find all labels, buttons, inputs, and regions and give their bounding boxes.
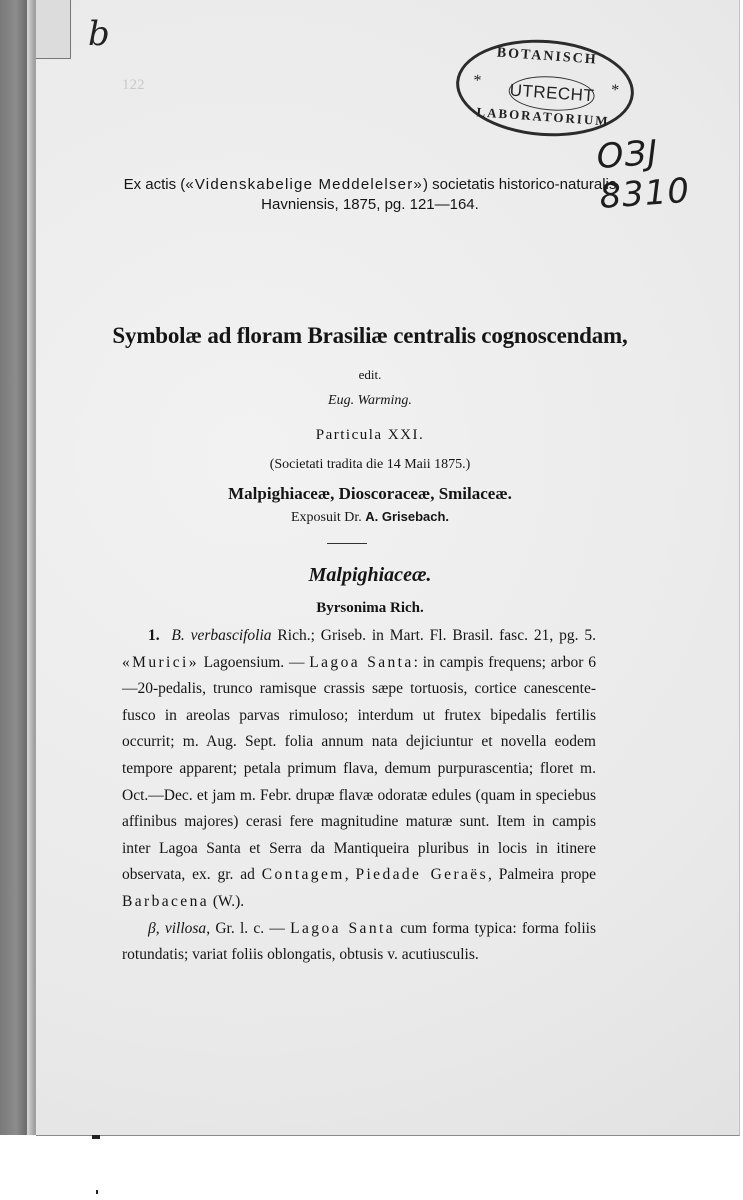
- handwritten-corner-mark: b: [88, 14, 110, 54]
- scan-artifact: [92, 1135, 100, 1139]
- document-title: Symbolæ ad floram Brasiliæ centralis cognoscendam,: [112, 323, 628, 348]
- scan-artifact: [96, 1190, 98, 1194]
- offprint-note-line1: Ex actis («Videnskabelige Meddelelser») societatis historico-naturalis: [123, 176, 617, 193]
- variety-name: β, villosa: [148, 919, 207, 937]
- star-icon: *: [610, 81, 620, 100]
- part-number: Particula XXI.: [315, 427, 425, 443]
- section-divider: [327, 543, 367, 544]
- stamp-center-text: UTRECHT: [508, 74, 596, 114]
- journal-name: «Videnskabelige Meddelelser»: [185, 176, 423, 193]
- species-name: B. verbascifolia: [171, 627, 272, 644]
- offprint-note-line2: Havniensis, 1875, pg. 121—164.: [261, 196, 479, 213]
- handwritten-shelfmark: ОЗJ 8310: [595, 132, 692, 217]
- edit-label: edit.: [358, 367, 382, 382]
- folded-corner: [36, 0, 71, 59]
- vernacular-name: «Murici»: [122, 653, 199, 671]
- place-name: Barbacena: [122, 892, 209, 910]
- stamp-top-text: BOTANISCH: [496, 45, 599, 68]
- body-text: [122, 623, 596, 969]
- genus-heading: Byrsonima Rich.: [316, 600, 424, 616]
- author-line: Exposuit Dr. A. Grisebach.: [290, 509, 450, 525]
- editor-name: Eug. Warming.: [328, 393, 412, 408]
- offprint-note: [100, 175, 640, 215]
- book-binding: [0, 0, 27, 1135]
- variety-entry: β, villosa, Gr. l. c. — Lagoa Santa cum forma typica: forma foliis rotundatis; variat foliis oblongatis, obtusis v. acutiusculis.: [122, 919, 596, 964]
- locality: Lagoa Santa: [290, 919, 395, 937]
- species-entry: 1. B. verbascifolia Rich.; Griseb. in Mart. Fl. Brasil. fasc. 21, pg. 5. «Murici» Lagoensium. — Lagoa Santa: in campis frequens; arbor 6—20-pedalis, trunco ramisque crassis sæpe tortuosis, cortice canescente-fusco in areolas parvas rimuloso; interdum ut frutex bipedalis fertilis occurrit; m. Aug. Sept. folia annum nata dejiciuntur et novella eodem tempore apparent; petala primum flava, demum purpurascentia; floret m. Oct.—Dec. et jam m. Febr. drupæ flavæ odoratæ edules (quam in speciebus affinibus majores) cerasi fere magnitudine maturæ sunt. Item in campis inter Lagoa Santa et Serra da Mantiqueira pluribus in locis in itinere observata, ex. gr. ad Contagem, Piedade Geraës, Palmeira prope Barbacena (W.).: [122, 627, 596, 910]
- author-name: A. Grisebach.: [365, 509, 450, 524]
- star-icon: *: [472, 72, 482, 90]
- entry-number: 1.: [148, 627, 160, 644]
- locality: Lagoa Santa: [309, 653, 414, 671]
- place-name: Contagem: [261, 866, 345, 884]
- bleedthrough-page-number: 122: [122, 77, 145, 93]
- section-heading: Malpighiaceæ.: [308, 564, 432, 586]
- submission-date: (Societati tradita die 14 Maii 1875.): [269, 457, 471, 472]
- stamp-bottom-text: LABORATORIUM: [475, 104, 611, 129]
- place-name: Piedade Geraës: [355, 866, 489, 884]
- families-heading: Malpighiaceæ, Dioscoraceæ, Smilaceæ.: [228, 484, 512, 503]
